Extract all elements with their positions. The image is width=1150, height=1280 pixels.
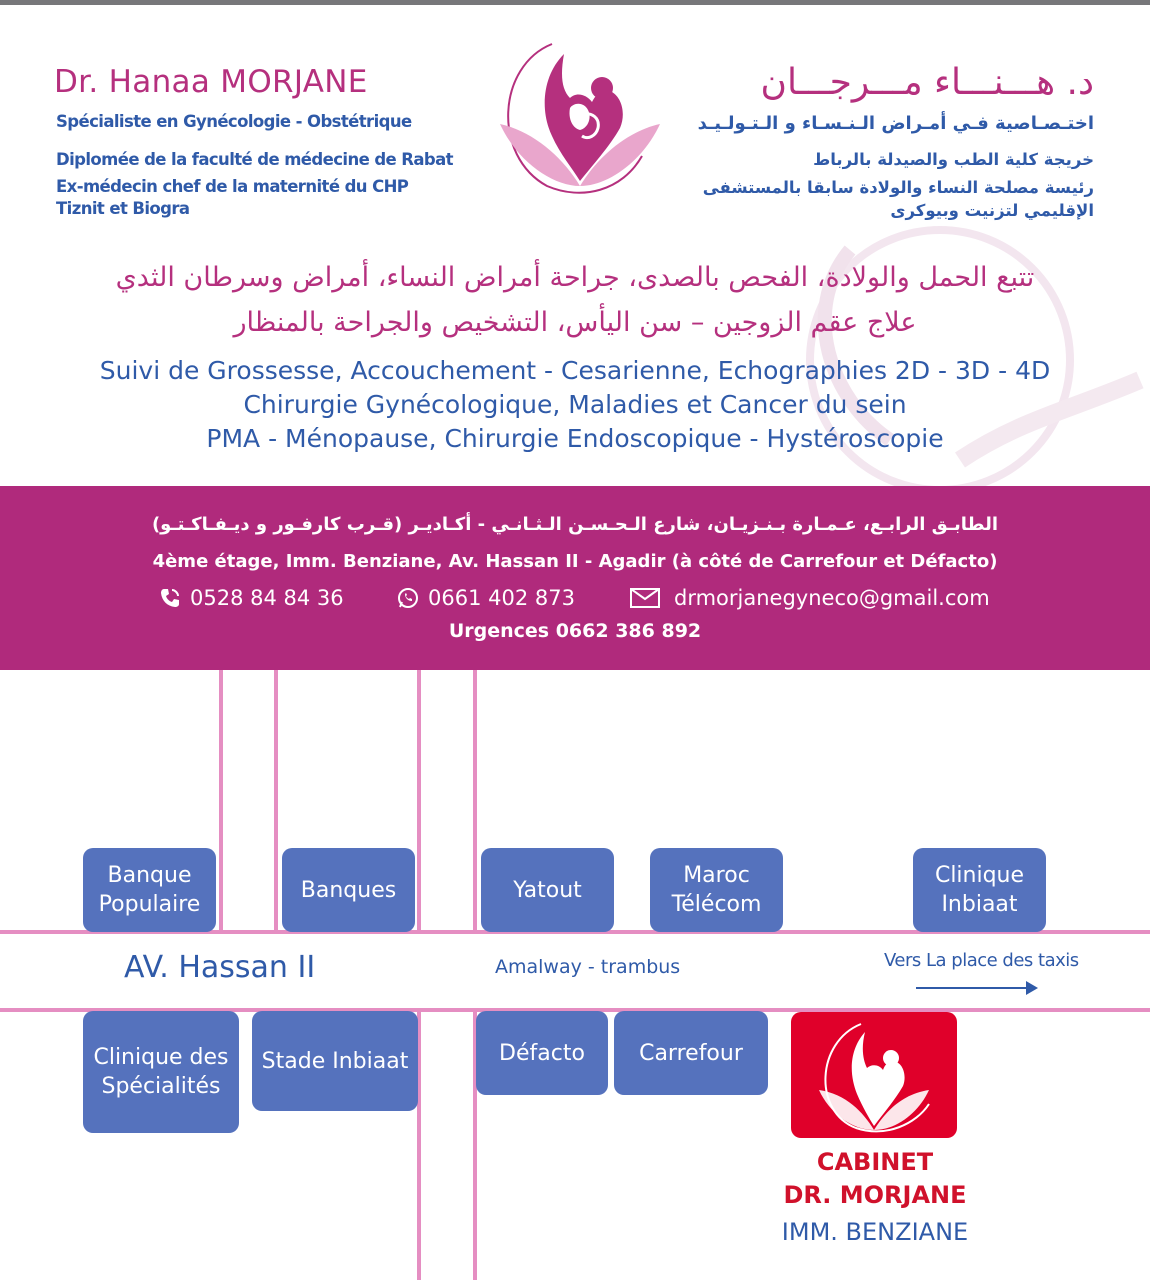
side-street (274, 670, 278, 932)
cabinet-marker (791, 1012, 957, 1138)
former-role-fr-2: Tiznit et Biogra (56, 199, 190, 218)
email-address: drmorjanegyneco@gmail.com (674, 586, 990, 610)
landmark-banques: Banques (282, 848, 415, 932)
landmark-maroc-telecom: Maroc Télécom (650, 848, 783, 932)
landmark-yatout: Yatout (481, 848, 614, 932)
arrow-right-icon (914, 978, 1042, 998)
whatsapp-icon (396, 586, 420, 610)
whatsapp-number: 0661 402 873 (428, 586, 575, 610)
services-ar-line-1: تتبع الحمل والولادة، الفحص بالصدى، جراحة أمراض النساء، أمراض وسرطان الثدي (115, 262, 1035, 293)
landmark-defacto: Défacto (476, 1011, 608, 1095)
emergency-number: Urgences 0662 386 892 (448, 620, 702, 642)
phone-number: 0528 84 84 36 (190, 586, 344, 610)
doctor-name-fr: Dr. Hanaa MORJANE (54, 64, 368, 100)
address-ar: الطابـق الرابـع، عـمـارة بـنـزيـان، شارع الـحـسـن الـثـانـي - أكـاديـر (قـرب كارفـور و ديـفـاكـتـو) (151, 514, 999, 535)
landmark-clinique-inbiaat: Clinique Inbiaat (913, 848, 1046, 932)
diploma-fr: Diplomée de la faculté de médecine de Rabat (56, 150, 453, 169)
specialty-ar: اختـصـاصية فـي أمـراض الـنـسـاء و الـتـولـيـد (697, 113, 1094, 134)
former-role-fr-1: Ex-médecin chef de la maternité du CHP (56, 177, 409, 196)
diploma-ar: خريجة كلية الطب والصيدلة بالرباط (813, 150, 1094, 169)
former-role-ar-1: رئيسة مصلحة النساء والولادة سابقا بالمستشفى (702, 178, 1094, 197)
tram-label: Amalway - trambus (495, 956, 681, 978)
landmark-stade-inbiaat: Stade Inbiaat (252, 1011, 418, 1111)
email-contact[interactable] (630, 586, 990, 610)
envelope-icon (630, 588, 660, 608)
doctor-name-ar: د. هـــنـــاء مـــرجـــان (760, 62, 1094, 103)
cabinet-logo-icon (791, 1012, 957, 1138)
phone-icon (158, 586, 182, 610)
side-street (417, 670, 421, 932)
address-fr: 4ème étage, Imm. Benziane, Av. Hassan II - Agadir (à côté de Carrefour et Défacto) (152, 551, 998, 572)
former-role-ar-2: الإقليمي لتزنيت وبيوكرى (890, 201, 1094, 220)
top-border (0, 0, 1150, 5)
landmark-clinique-des-specialites: Clinique des Spécialités (83, 1011, 239, 1133)
specialty-fr: Spécialiste en Gynécologie - Obstétrique (56, 112, 412, 131)
side-street (219, 670, 223, 932)
side-street (473, 670, 477, 932)
landmark-banque-populaire: Banque Populaire (83, 848, 216, 932)
whatsapp-contact[interactable] (396, 586, 575, 610)
cabinet-building-label: IMM. BENZIANE (781, 1218, 969, 1246)
landmark-carrefour: Carrefour (614, 1011, 768, 1095)
taxi-direction-label: Vers La place des taxis (884, 950, 1079, 971)
services-fr-line-2: Chirurgie Gynécologique, Maladies et Cancer du sein (243, 390, 907, 419)
phone-contact[interactable] (158, 586, 344, 610)
street-av-hassan-ii: AV. Hassan II (124, 950, 316, 985)
cabinet-doctor-label: DR. MORJANE (783, 1181, 967, 1209)
services-fr-line-3: PMA - Ménopause, Chirurgie Endoscopique - Hystéroscopie (206, 424, 944, 453)
services-fr-line-1: Suivi de Grossesse, Accouchement - Cesarienne, Echographies 2D - 3D - 4D (99, 356, 1051, 385)
services-ar-line-2: علاج عقم الزوجين – سن اليأس، التشخيص والجراحة بالمنظار (233, 307, 917, 338)
clinic-logo-icon (492, 36, 662, 196)
cabinet-label: CABINET (816, 1148, 934, 1176)
